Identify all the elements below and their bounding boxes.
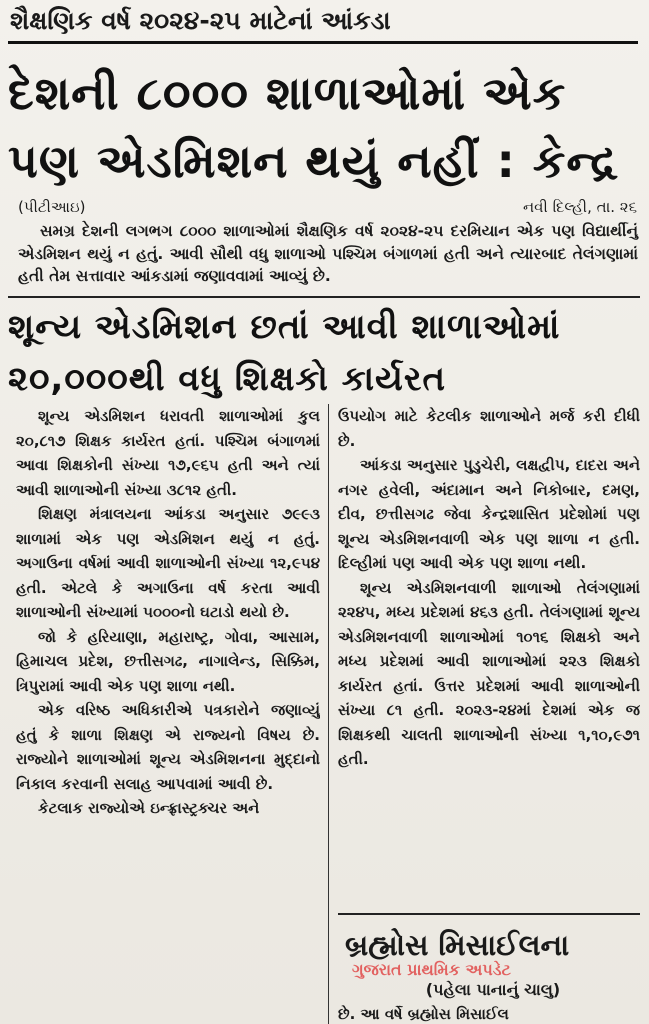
subheadline-line-1: શૂન્ય એડમિશન છતાં આવી શાળાઓમાં (8, 307, 561, 347)
kicker-underline (8, 41, 638, 44)
right-column (338, 404, 640, 912)
box-body-text: છે. આ વર્ષે બ્રહ્મોસ મિસાઈલ (338, 1005, 509, 1023)
left-paragraph-5: કેટલાક રાજ્યોએ ઇન્ફ્રાસ્ટ્રક્ચર અને (38, 799, 260, 817)
subheadline-line-2: ૨૦,૦૦૦થી વધુ શિક્ષકો કાર્યરત (8, 359, 447, 399)
kicker-line: શૈક્ષણિક વર્ષ ૨૦૨૪-૨૫ માટેનાં આંકડા (10, 6, 391, 35)
left-column (16, 404, 320, 1024)
headline-line-2: પણ એડમિશન થયું નહીં : કેન્દ્ર (8, 134, 619, 188)
intro-text: સમગ્ર દેશની લગભગ ૮૦૦૦ શાળાઓમાં શૈક્ષણિક વર્ષ ૨૦૨૪-૨૫ દરમિયાન એક પણ વિદ્યાર્થીનું એડમિશન થયું ન હતું. આવી સૌથી વધુ શાળાઓ પશ્ચિમ બંગાળમાં હતી અને ત્યારબાદ તેલંગણામાં હતી તેમ સત્તાવાર આંકડામાં જણાવવામાં આવ્યું છે. (18, 222, 638, 285)
box-top-rule (338, 913, 640, 915)
box-headline: બ્રહ્મોસ મિસાઈલના (345, 928, 570, 962)
subheadline-rule (8, 296, 640, 298)
left-paragraph-2: શિક્ષણ મંત્રાલયના આંકડા અનુસાર ૭૯૯૩ શાળામાં એક પણ એડમિશન થયું ન હતું. અગાઉના વર્ષમાં આવી શાળાઓની સંખ્યા ૧૨,૯૫૪ હતી. એટલે કે અગાઉના વર્ષ કરતા આવી શાળાઓની સંખ્યામાં ૫૦૦૦નો ઘટાડો થયો છે. (16, 505, 320, 621)
right-paragraph-3: શૂન્ય એડમિશનવાળી શાળાઓ તેલંગણામાં ૨૨૪૫, મધ્ય પ્રદેશમાં ૪૬૩ હતી. તેલંગણામાં શૂન્ય એડમિશનવાળી શાળાઓમાં ૧૦૧૬ શિક્ષકો અને મધ્ય પ્રદેશમાં આવી શાળાઓમાં ૨૨૩ શિક્ષકો કાર્યરત હતાં. ઉત્તર પ્રદેશમાં આવી શાળાઓની સંખ્યા ૮૧ હતી. ૨૦૨૩-૨૪માં દેશમાં એક જ શિક્ષકથી ચાલતી શાળાઓની સંખ્યા ૧,૧૦,૯૭૧ હતી. (338, 578, 640, 768)
byline-agency: (પીટીઆઇ) (18, 198, 86, 216)
left-paragraph-3: જો કે હરિયાણા, મહારાષ્ટ્ર, ગોવા, આસામ, હિમાચલ પ્રદેશ, છત્તીસગઢ, નાગાલેન્ડ, સિક્કિમ, ત્રિપુરામાં આવી એક પણ શાળા નથી. (16, 627, 320, 695)
intro-paragraph (18, 220, 638, 288)
right-paragraph-1: ઉપયોગ માટે કેટલીક શાળાઓને મર્જ કરી દીધી છે. (338, 407, 640, 450)
headline-line-1: દેશની ૮૦૦૦ શાળાઓમાં એક (8, 66, 567, 120)
byline-dateline: નવી દિલ્હી, તા. ૨૬ (522, 198, 637, 216)
column-divider (328, 404, 329, 1024)
left-paragraph-4: એક વરિષ્ઠ અધિકારીએ પત્રકારોને જણાવ્યું હતું કે શાળા શિક્ષણ એ રાજ્યનો વિષય છે. રાજ્યોને શાળાઓમાં શૂન્ય એડમિશનના મુદ્દાનો નિકાલ કરવાની સલાહ આપવામાં આવી છે. (16, 701, 320, 793)
box-continued-label: (પહેલા પાનાનું ચાલુ) (425, 980, 561, 999)
right-paragraph-2: આંકડા અનુસાર પુડુચેરી, લક્ષદ્વીપ, દાદરા અને નગર હવેલી, અંદામાન અને નિકોબાર, દમણ, દીવ, છત્તીસગઢ જેવા કેન્દ્રશાસિત પ્રદેશોમાં પણ શૂન્ય એડમિશનવાળી એક પણ શાળા ન હતી. દિલ્હીમાં પણ આવી એક પણ શાળા નથી. (338, 456, 640, 572)
left-paragraph-1: શૂન્ય એડમિશન ધરાવતી શાળાઓમાં કુલ ૨૦,૮૧૭ શિક્ષક કાર્યરત હતાં. પશ્ચિમ બંગાળમાં આવા શિક્ષકોની સંખ્યા ૧૭,૯૬૫ હતી અને ત્યાં આવી શાળાઓની સંખ્યા ૩૮૧૨ હતી. (16, 407, 320, 499)
watermark-text: ગુજરાત પ્રાથમિક અપડેટ (352, 960, 511, 979)
